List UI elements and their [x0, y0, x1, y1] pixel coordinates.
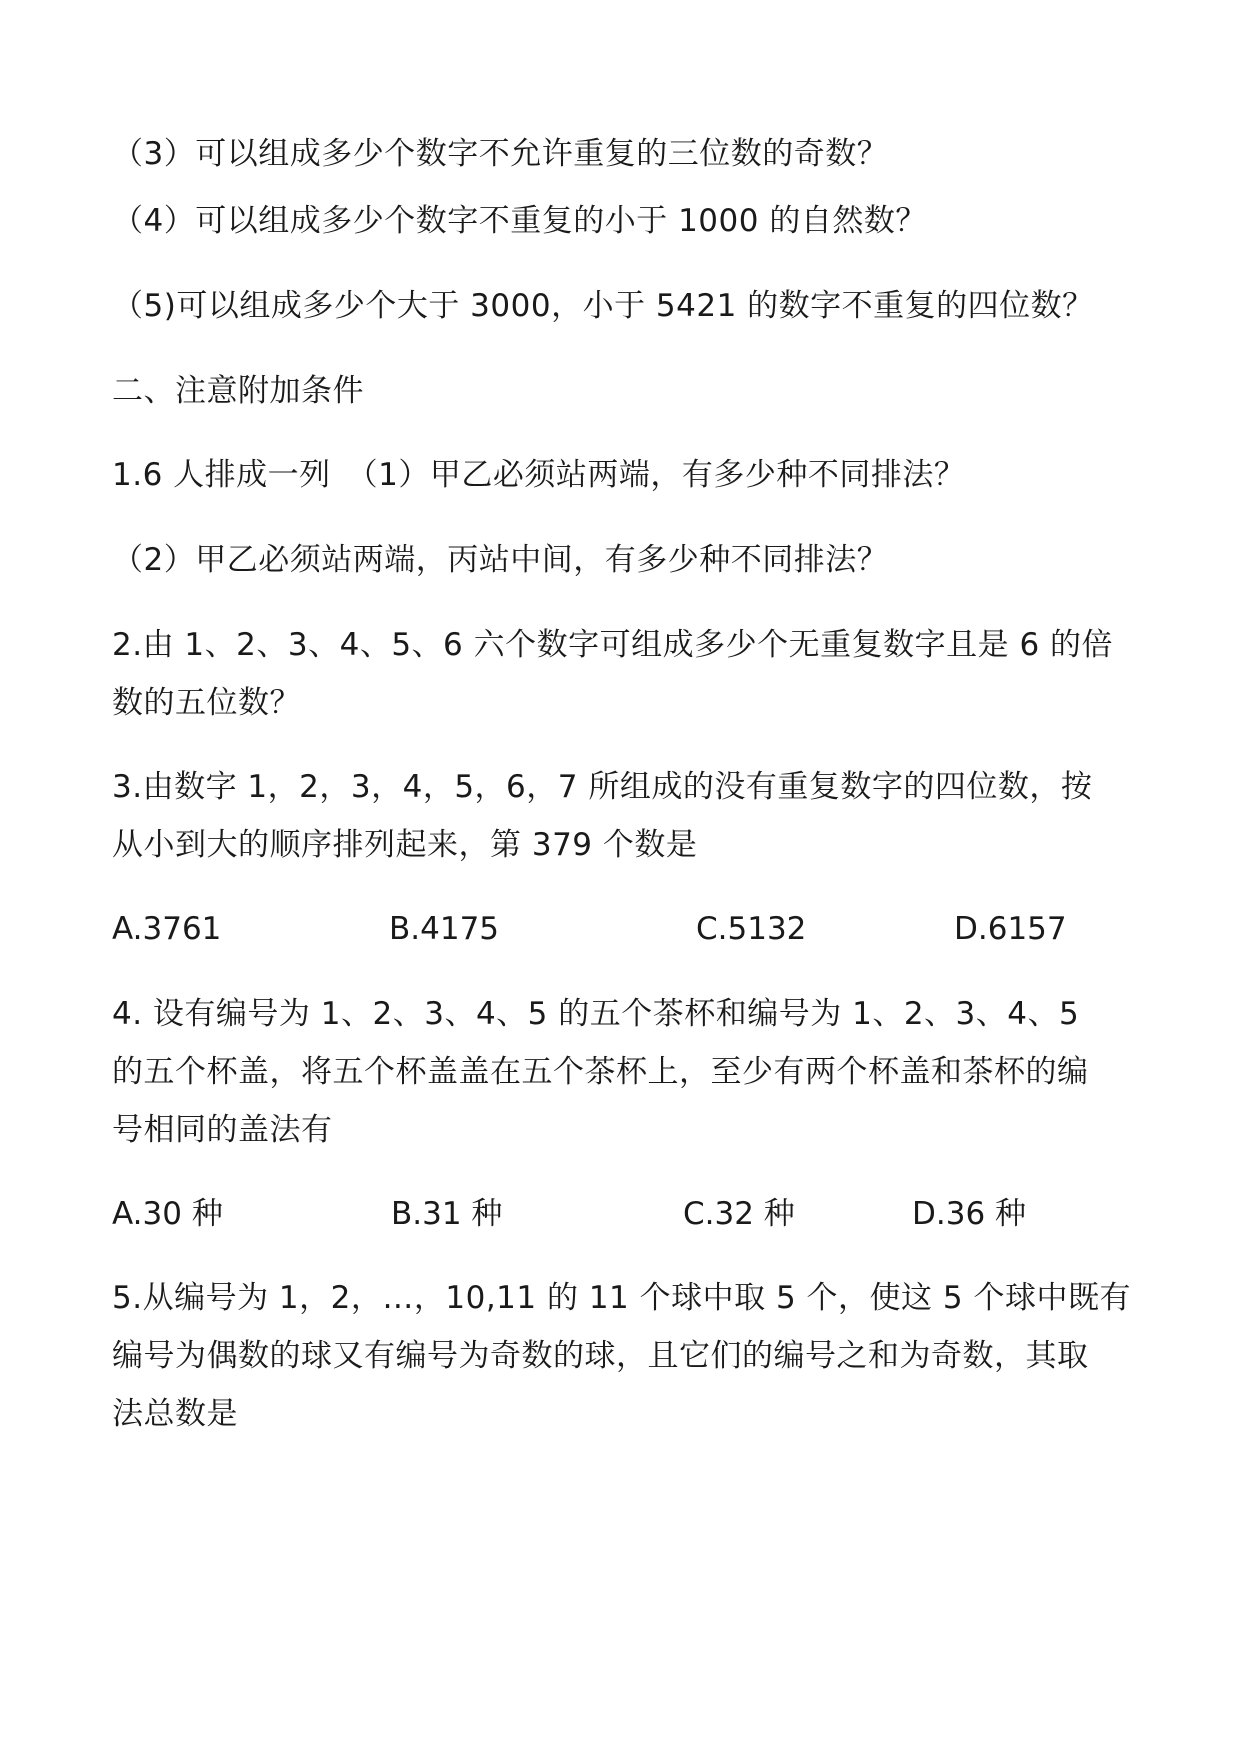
problem-4-option-d: D.36 种: [912, 1196, 1027, 1232]
problem-4-option-a: A.30 种: [112, 1196, 223, 1232]
problem-4-line-2: 的五个杯盖，将五个杯盖盖在五个茶杯上，至少有两个杯盖和茶杯的编: [112, 1054, 1089, 1090]
problem-5-line-1: 5.从编号为 1，2，…，10,11 的 11 个球中取 5 个，使这 5 个球中既有: [112, 1280, 1131, 1316]
problem-2-line-1: 2.由 1、2、3、4、5、6 六个数字可组成多少个无重复数字且是 6 的倍: [112, 627, 1114, 663]
problem-3-option-a: A.3761: [112, 911, 222, 947]
question-4-sub: （4）可以组成多少个数字不重复的小于 1000 的自然数？: [112, 203, 927, 239]
problem-5-line-2: 编号为偶数的球又有编号为奇数的球，且它们的编号之和为奇数，其取: [112, 1338, 1089, 1374]
problem-3-option-c: C.5132: [696, 911, 807, 947]
problem-2-line-2: 数的五位数？: [112, 685, 301, 721]
problem-4-option-b: B.31 种: [391, 1196, 503, 1232]
question-5-sub: （5)可以组成多少个大于 3000，小于 5421 的数字不重复的四位数？: [112, 288, 1094, 324]
problem-3-option-b: B.4175: [389, 911, 500, 947]
question-3-sub: （3）可以组成多少个数字不允许重复的三位数的奇数？: [112, 136, 889, 172]
problem-1-line: 1.6 人排成一列 （1）甲乙必须站两端，有多少种不同排法？: [112, 457, 966, 493]
problem-1-sub-2: （2）甲乙必须站两端，丙站中间，有多少种不同排法？: [112, 542, 889, 578]
problem-5-line-3: 法总数是: [112, 1396, 238, 1432]
problem-3-line-1: 3.由数字 1，2，3，4，5，6，7 所组成的没有重复数字的四位数，按: [112, 769, 1093, 805]
problem-3-line-2: 从小到大的顺序排列起来，第 379 个数是: [112, 827, 698, 863]
section-heading: 二、注意附加条件: [112, 373, 364, 409]
problem-4-line-3: 号相同的盖法有: [112, 1112, 333, 1148]
problem-3-option-d: D.6157: [954, 911, 1067, 947]
problem-4-line-1: 4. 设有编号为 1、2、3、4、5 的五个茶杯和编号为 1、2、3、4、5: [112, 996, 1080, 1032]
problem-4-option-c: C.32 种: [683, 1196, 795, 1232]
